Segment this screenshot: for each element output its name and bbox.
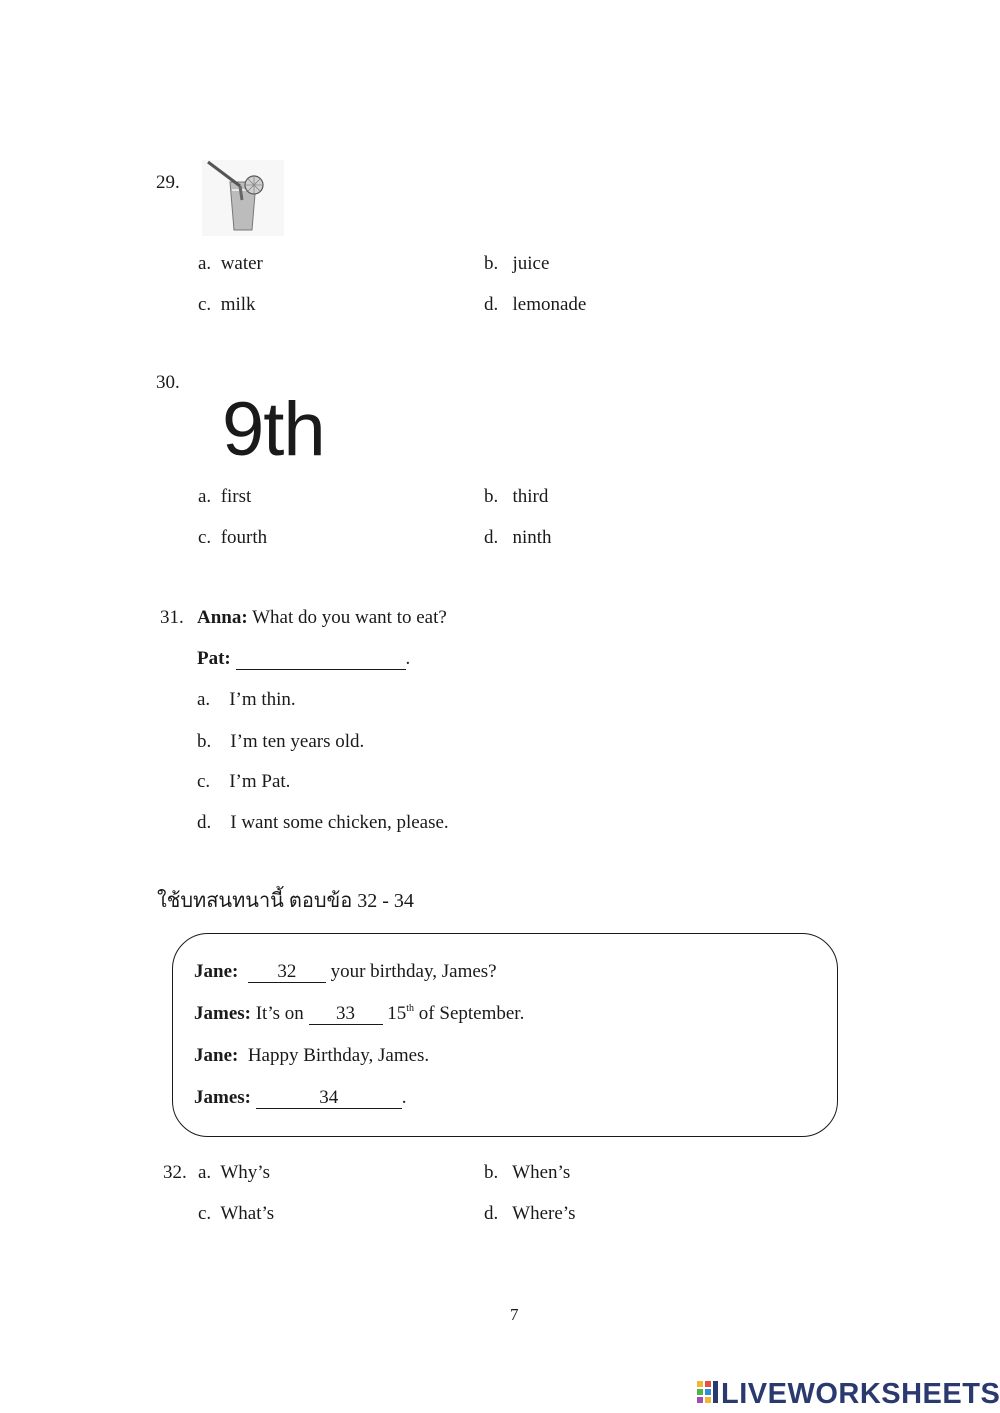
- q31-option-a[interactable]: a. I’m thin.: [197, 689, 296, 710]
- q31-question: Anna: What do you want to eat?: [197, 607, 447, 628]
- blank-33[interactable]: 33: [309, 1004, 383, 1025]
- dialog-line-4: James: 34 .: [194, 1087, 407, 1108]
- liveworksheets-logo[interactable]: [697, 1378, 1000, 1410]
- dialog-line-3: Jane: Happy Birthday, James.: [194, 1045, 430, 1066]
- dialog-line-1: Jane: 32 your birthday, James?: [194, 961, 497, 982]
- blank-32[interactable]: 32: [248, 962, 326, 983]
- q30-option-a[interactable]: a. first: [198, 486, 252, 507]
- q30-option-b[interactable]: b. third: [484, 486, 549, 507]
- q31-number: 31.: [160, 607, 184, 628]
- q32-option-d[interactable]: d. Where’s: [484, 1203, 576, 1224]
- q32-number: 32.: [163, 1162, 187, 1183]
- page-number: 7: [510, 1305, 519, 1324]
- q31-answer-blank[interactable]: [236, 649, 406, 670]
- q30-option-c[interactable]: c. fourth: [198, 527, 268, 548]
- q29-option-d[interactable]: d. lemonade: [484, 294, 587, 315]
- footer-brand-text: LIVEWORKSHEETS: [721, 1377, 1000, 1410]
- juice-glass-icon: [202, 160, 284, 236]
- q29-option-c[interactable]: c. milk: [198, 294, 256, 315]
- q31-option-d[interactable]: d. I want some chicken, please.: [197, 812, 449, 833]
- q31-answer-line: Pat: .: [197, 648, 411, 669]
- q32-option-c[interactable]: c. What’s: [198, 1203, 275, 1224]
- q31-option-b[interactable]: b. I’m ten years old.: [197, 731, 365, 752]
- q32-option-a[interactable]: a. Why’s: [198, 1162, 270, 1183]
- blank-34[interactable]: 34: [256, 1088, 402, 1109]
- q29-option-a[interactable]: a. water: [198, 253, 263, 274]
- q31-option-c[interactable]: c. I’m Pat.: [197, 771, 291, 792]
- dialog-line-2: James: It’s on 33 15th of September.: [194, 1003, 525, 1024]
- q30-ordinal-display: 9th: [222, 387, 325, 472]
- q29-number: 29.: [156, 172, 180, 193]
- q30-number: 30.: [156, 372, 180, 393]
- q29-option-b[interactable]: b. juice: [484, 253, 550, 274]
- liveworksheets-logo-icon: [697, 1381, 719, 1407]
- q30-option-d[interactable]: d. ninth: [484, 527, 552, 548]
- q32-option-b[interactable]: b. When’s: [484, 1162, 571, 1183]
- instruction-text: ใช้บทสนทนานี้ ตอบข้อ 32 - 34: [157, 890, 414, 912]
